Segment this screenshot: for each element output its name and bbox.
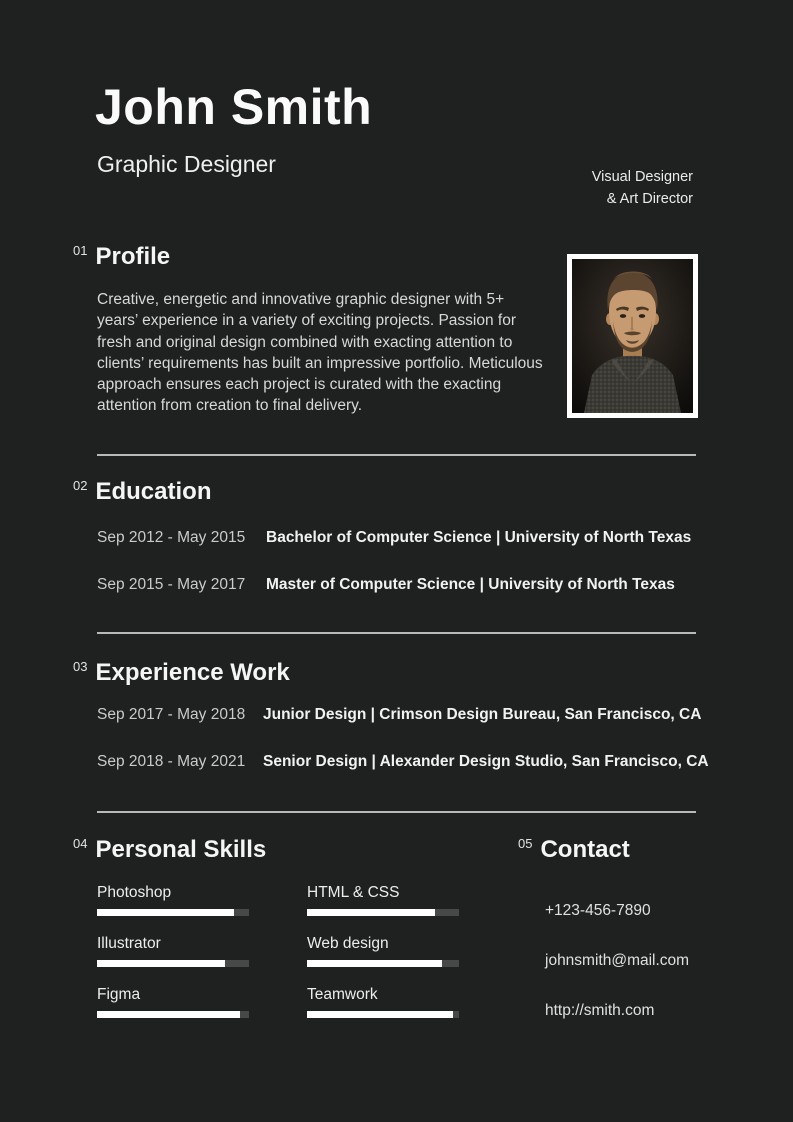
experience-position: Senior Design | Alexander Design Studio, San Francisco, CA xyxy=(263,753,709,770)
skill-bar-fill xyxy=(97,909,234,916)
education-dates: Sep 2012 - May 2015 xyxy=(97,529,246,546)
section-title-education: Education xyxy=(95,478,212,505)
skill-label: Illustrator xyxy=(97,935,161,952)
section-title-skills: Personal Skills xyxy=(95,836,267,863)
person-name: John Smith xyxy=(95,79,373,135)
education-degree: Master of Computer Science | University of North Texas xyxy=(266,576,675,593)
skill-bar-track xyxy=(307,960,459,967)
skill-bar-fill xyxy=(97,1011,240,1018)
section-heading-education xyxy=(73,477,211,505)
skill-item xyxy=(97,884,249,916)
section-number-experience: 03 xyxy=(73,659,88,674)
skill-bar-track xyxy=(97,909,249,916)
divider xyxy=(97,811,696,813)
section-heading-skills xyxy=(73,835,266,863)
tagline-line-2: & Art Director xyxy=(606,190,693,207)
skill-label: Teamwork xyxy=(307,986,378,1003)
divider xyxy=(97,632,696,634)
skill-bar-track xyxy=(97,960,249,967)
skill-bar-track xyxy=(307,909,459,916)
skill-label: HTML & CSS xyxy=(307,884,400,901)
experience-position: Junior Design | Crimson Design Bureau, San Francisco, CA xyxy=(263,706,702,723)
skills-column-right xyxy=(307,884,459,1037)
contact-email: johnsmith@mail.com xyxy=(545,952,690,969)
skill-bar-fill xyxy=(97,960,225,967)
section-number-education: 02 xyxy=(73,478,88,493)
skill-item xyxy=(97,935,249,967)
section-heading-experience xyxy=(73,658,290,686)
skill-item xyxy=(307,986,459,1018)
profile-summary: Creative, energetic and innovative graphic designer with 5+ years’ experience in a variety of exciting projects. Passion for fresh and original design combined with exacting attention to clients’ requirements has built an impressive portfolio. Meticulous approach ensures each project is curated with the exacting attention from creation to final delivery. xyxy=(97,291,543,415)
section-heading-profile xyxy=(73,242,170,270)
contact-list xyxy=(545,901,689,1051)
section-title-contact: Contact xyxy=(540,836,630,863)
skill-bar-fill xyxy=(307,1011,453,1018)
section-title-profile: Profile xyxy=(95,243,171,270)
skill-bar-fill xyxy=(307,960,442,967)
tagline xyxy=(592,167,693,210)
section-heading-contact xyxy=(518,835,630,863)
tagline-line-1: Visual Designer xyxy=(591,169,693,185)
experience-dates: Sep 2017 - May 2018 xyxy=(97,706,246,723)
section-number-skills: 04 xyxy=(73,836,88,851)
skills-column-left xyxy=(97,884,249,1037)
skill-bar-fill xyxy=(307,909,435,916)
skill-item xyxy=(307,935,459,967)
experience-row xyxy=(97,706,717,724)
skill-label: Figma xyxy=(97,986,141,1003)
skill-item xyxy=(97,986,249,1018)
skill-bar-track xyxy=(97,1011,249,1018)
experience-list xyxy=(97,706,717,800)
education-row xyxy=(97,576,697,594)
section-number-profile: 01 xyxy=(73,243,88,258)
experience-row xyxy=(97,753,717,771)
skill-label: Photoshop xyxy=(97,884,172,901)
education-list xyxy=(97,529,697,623)
skill-label: Web design xyxy=(307,935,389,952)
contact-website: http://smith.com xyxy=(545,1002,655,1019)
section-title-experience: Experience Work xyxy=(95,659,290,686)
section-number-contact: 05 xyxy=(518,836,533,851)
contact-phone: +123-456-7890 xyxy=(545,902,651,919)
education-dates: Sep 2015 - May 2017 xyxy=(97,576,246,593)
skill-bar-track xyxy=(307,1011,459,1018)
job-title: Graphic Designer xyxy=(97,151,276,177)
profile-photo xyxy=(567,254,698,418)
education-degree: Bachelor of Computer Science | University of North Texas xyxy=(266,529,692,546)
divider xyxy=(97,454,696,456)
experience-dates: Sep 2018 - May 2021 xyxy=(97,753,246,770)
skill-item xyxy=(307,884,459,916)
portrait-illustration xyxy=(572,259,693,413)
education-row xyxy=(97,529,697,547)
